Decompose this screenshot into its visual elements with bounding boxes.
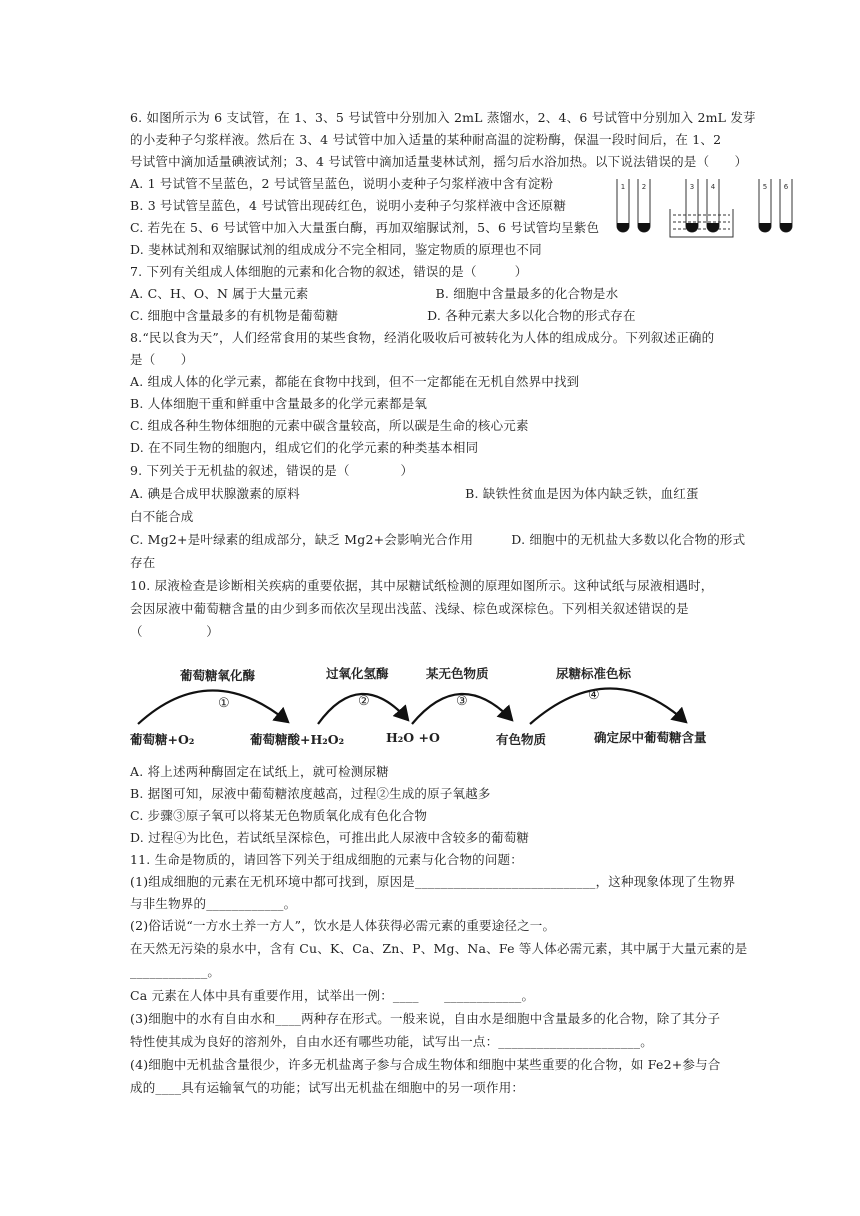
step2-marker: ②: [358, 694, 370, 709]
tube-label-3: 3: [689, 183, 695, 191]
q9-option-b-cont: 白不能合成: [130, 509, 194, 524]
q11-part4-line1: (4)细胞中无机盐含量很少，许多无机盐离子参与合成生物体和细胞中某些重要的化合物，如 Fe2+参与合: [130, 1057, 721, 1072]
q10-stem-1: 10. 尿液检查是诊断相关疾病的重要依据，其中尿糖试纸检测的原理如图所示。这种试纸与尿液相遇时，: [130, 578, 714, 593]
q11-part2-line1: (2)俗话说“一方水土养一方人”，饮水是人体获得必需元素的重要途径之一。: [130, 918, 556, 933]
q10-option-a: A. 将上述两种酶固定在试纸上，就可检测尿糖: [130, 764, 389, 779]
q6-option-d: D. 斐林试剂和双缩脲试剂的组成成分不完全相同，鉴定物质的原理也不同: [130, 242, 542, 257]
urine-test-diagram: [130, 660, 730, 752]
q8-option-b: B. 人体细胞干重和鲜重中含量最多的化学元素都是氧: [130, 396, 428, 411]
tube-label-6: 6: [783, 183, 789, 191]
q10-stem-2: 会因尿液中葡萄糖含量的由少到多而依次呈现出浅蓝、浅绿、棕色或深棕色。下列相关叙述错误的是: [130, 601, 689, 616]
q6-line-1: 6. 如图所示为 6 支试管，在 1、3、5 号试管中分别加入 2mL 蒸馏水，2、4、6 号试管中分别加入 2mL 发芽: [130, 110, 756, 125]
gluconic-h2o2-label: 葡萄糖酸+H₂O₂: [250, 732, 345, 747]
q10-option-c: C. 步骤③原子氧可以将某无色物质氧化成有色化合物: [130, 808, 428, 823]
step4-marker: ④: [588, 688, 600, 703]
q11-part1-line1: (1)组成细胞的元素在无机环境中都可找到，原因是____________________________，这种现象体现了生物界: [130, 874, 736, 889]
enzyme1-label: 葡萄糖氧化酶: [180, 668, 256, 683]
q9-stem: 9. 下列关于无机盐的叙述，错误的是（ ）: [130, 463, 414, 478]
tube-label-4: 4: [710, 183, 716, 191]
h2o-o-label: H₂O +O: [386, 730, 440, 745]
q6-option-c: C. 若先在 5、6 号试管中加入大量蛋白酶，再加双缩脲试剂，5、6 号试管均呈紫色: [130, 220, 600, 235]
q7-stem: 7. 下列有关组成人体细胞的元素和化合物的叙述，错误的是（ ）: [130, 264, 528, 279]
q11-part2-blank: ____________。: [130, 964, 221, 979]
q8-option-d: D. 在不同生物的细胞内，组成它们的化学元素的种类基本相同: [130, 440, 479, 455]
q6-option-a: A. 1 号试管不呈蓝色，2 号试管呈蓝色，说明小麦种子匀浆样液中含有淀粉: [130, 176, 554, 191]
step1-marker: ①: [218, 696, 230, 711]
q7-options-cd: C. 细胞中含量最多的有机物是葡萄糖 D. 各种元素大多以化合物的形式存在: [130, 308, 636, 323]
q11-part2-line2: 在天然无污染的泉水中，含有 Cu、K、Ca、Zn、P、Mg、Na、Fe 等人体必需元素，其中属于大量元素的是: [130, 941, 748, 956]
q11-part1-line2: 与非生物界的____________。: [130, 896, 297, 911]
q6-option-b: B. 3 号试管呈蓝色，4 号试管出现砖红色，说明小麦种子匀浆样液中含还原糖: [130, 198, 567, 213]
standard-label: 尿糖标准色标: [556, 666, 632, 681]
test-tubes-svg: [610, 177, 800, 241]
q7-options-ab: A. C、H、O、N 属于大量元素 B. 细胞中含量最多的化合物是水: [130, 286, 619, 301]
q10-stem-3: （ ）: [130, 624, 219, 639]
q10-option-b: B. 据图可知，尿液中葡萄糖浓度越高，过程②生成的原子氧越多: [130, 786, 491, 801]
q8-stem-2: 是（ ）: [130, 352, 194, 367]
q10-option-d: D. 过程④为比色，若试纸呈深棕色，可推出此人尿液中含较多的葡萄糖: [130, 830, 530, 845]
q6-line-2: 的小麦种子匀浆样液。然后在 3、4 号试管中加入适量的某种耐高温的淀粉酶，保温一段时间后，在 1、2: [130, 132, 722, 147]
substance-label: 某无色物质: [426, 666, 489, 681]
test-tube-figure: [610, 177, 800, 241]
determine-label: 确定尿中葡萄糖含量: [594, 730, 707, 745]
q11-stem: 11. 生命是物质的，请回答下列关于组成细胞的元素与化合物的问题：: [130, 852, 523, 867]
q9-options-ab: A. 碘是合成甲状腺激素的原料 B. 缺铁性贫血是因为体内缺乏铁，血红蛋: [130, 486, 699, 501]
q11-part4-line2: 成的____具有运输氧气的功能；试写出无机盐在细胞中的另一项作用：: [130, 1080, 525, 1095]
tube-label-5: 5: [762, 183, 768, 191]
q11-part2-ca: Ca 元素在人体中具有重要作用，试举出一例：____ ____________。: [130, 988, 535, 1003]
q8-stem-1: 8.“民以食为天”，人们经常食用的某些食物，经消化吸收后可被转化为人体的组成成分。下列叙述正确的: [130, 330, 715, 345]
q11-part3-line1: (3)细胞中的水有自由水和____两种存在形式。一般来说，自由水是细胞中含量最多的化合物，除了其分子: [130, 1011, 721, 1026]
tube-label-1: 1: [620, 183, 626, 191]
tube-label-2: 2: [641, 183, 647, 191]
enzyme2-label: 过氧化氢酶: [326, 666, 389, 681]
q6-line-3: 号试管中滴加适量碘液试剂；3、4 号试管中滴加适量斐林试剂，摇匀后水浴加热。以下说法错误的是（ ）: [130, 154, 748, 169]
q9-options-cd: C. Mg2+是叶绿素的组成部分，缺乏 Mg2+会影响光合作用 D. 细胞中的无机盐大多数以化合物的形式: [130, 532, 746, 547]
step3-marker: ③: [456, 694, 468, 709]
q8-option-a: A. 组成人体的化学元素，都能在食物中找到，但不一定都能在无机自然界中找到: [130, 374, 580, 389]
q8-option-c: C. 组成各种生物体细胞的元素中碳含量较高，所以碳是生命的核心元素: [130, 418, 529, 433]
glucose-o2-label: 葡萄糖+O₂: [130, 732, 195, 747]
q9-option-d-cont: 存在: [130, 555, 156, 570]
colored-substance-label: 有色物质: [496, 732, 547, 747]
q11-part3-line2: 特性使其成为良好的溶剂外，自由水还有哪些功能，试写出一点：______________________。: [130, 1034, 653, 1049]
